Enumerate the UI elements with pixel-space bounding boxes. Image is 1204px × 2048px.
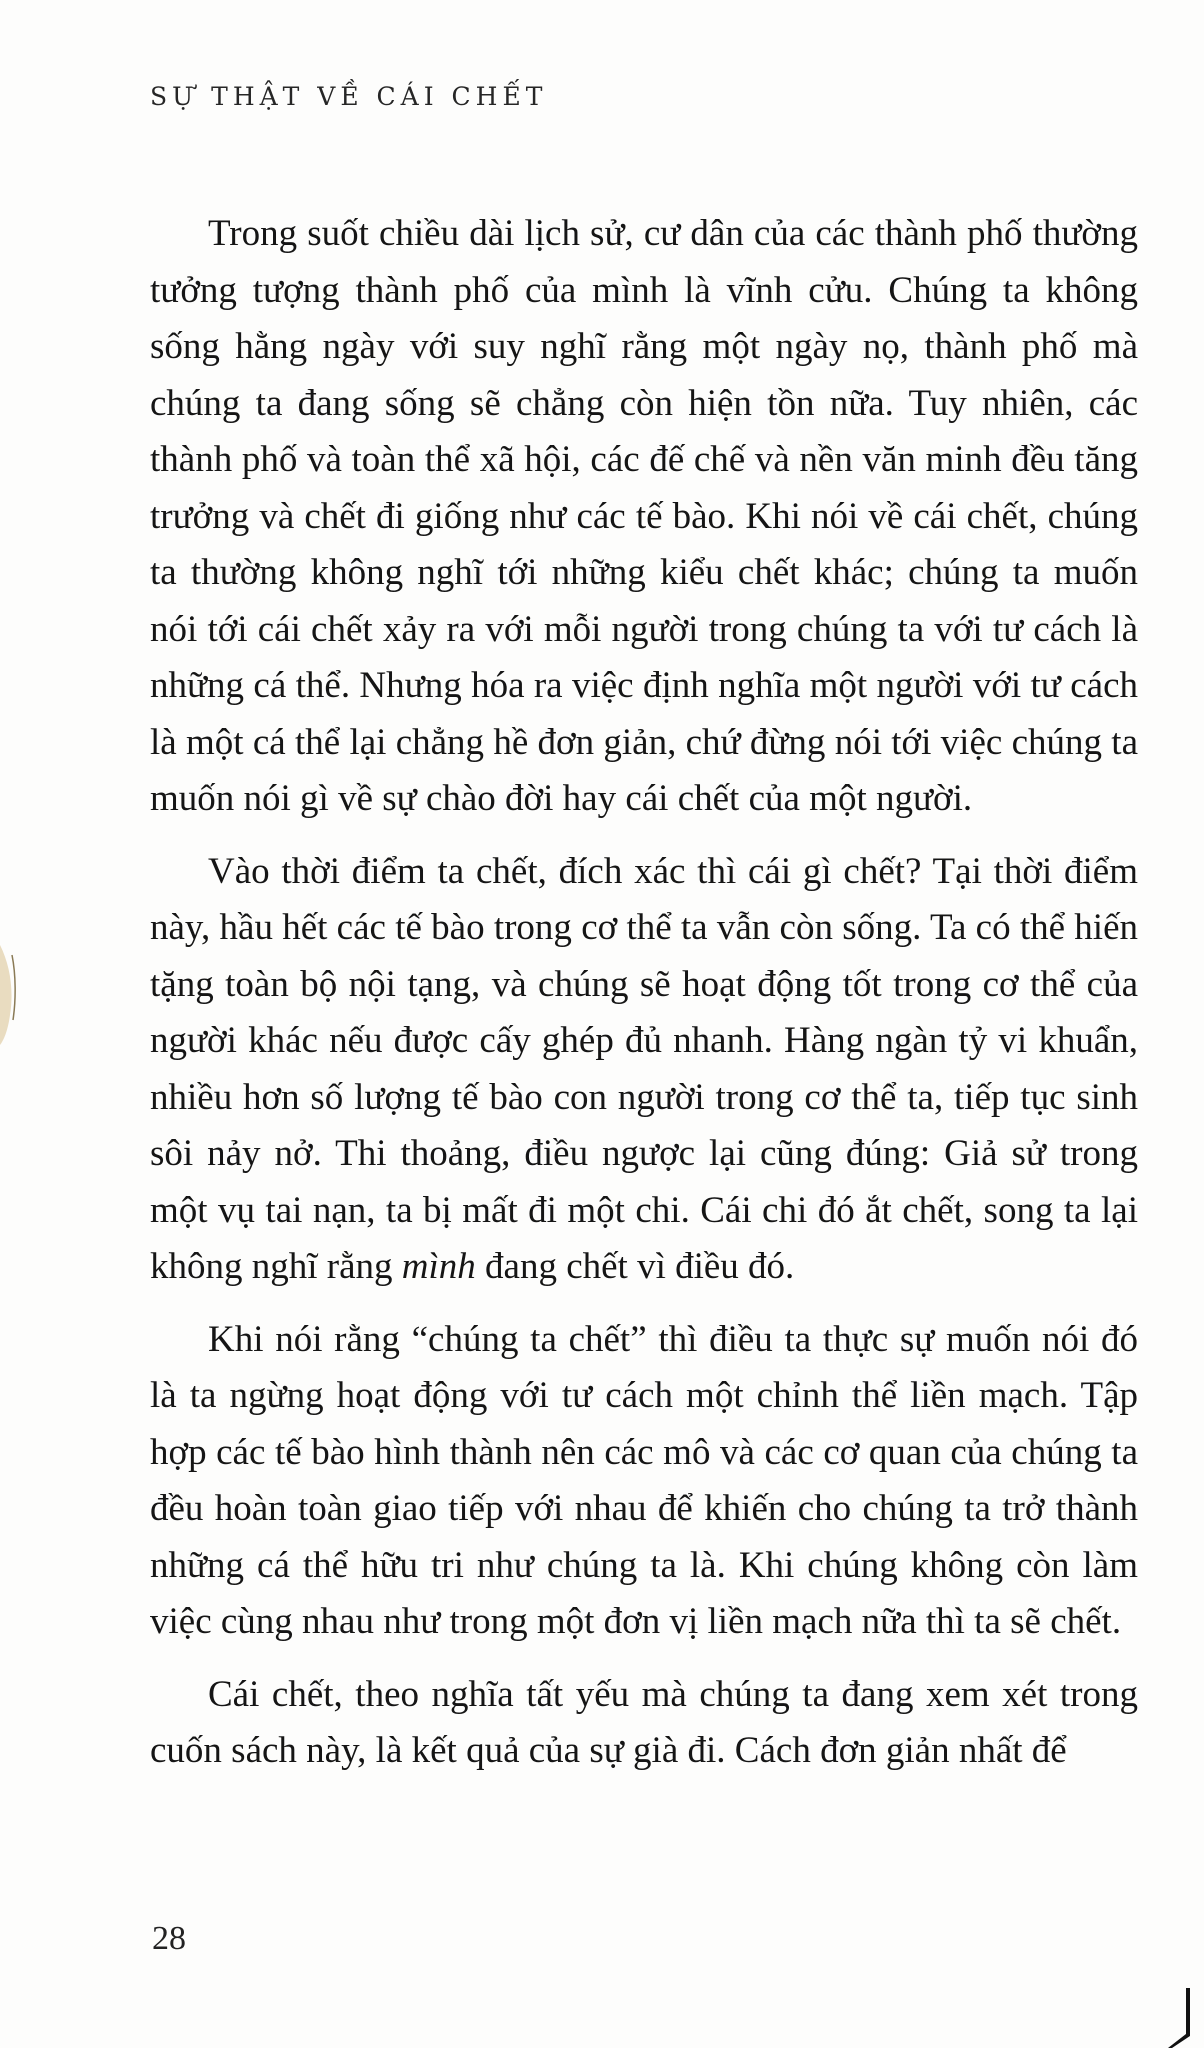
- page-edge-shadow-icon: [0, 945, 18, 1045]
- paragraph-2-italic-word: mình: [401, 1246, 476, 1287]
- paragraph-2-text-after-italic: đang chết vì điều đó.: [475, 1246, 795, 1287]
- page-corner-shadow-icon: [1164, 1988, 1204, 2048]
- running-head: SỰ THẬT VỀ CÁI CHẾT: [150, 82, 548, 111]
- paragraph-3: Khi nói rằng “chúng ta chết” thì điều ta thực sự muốn nói đó là ta ngừng hoạt động với tư cách một chỉnh thể liền mạch. Tập hợp các tế bào hình thành nên các mô và các cơ quan của chúng ta đều hoàn toàn giao tiếp với nhau để khiến cho chúng ta trở thành những cá thể hữu tri như chúng ta là. Khi chúng không còn làm việc cùng nhau như trong một đơn vị liền mạch nữa thì ta sẽ chết.: [150, 1318, 1138, 1642]
- page-number: 28: [152, 1920, 186, 1957]
- body-text: [150, 206, 1138, 1780]
- paragraph-2-text-before-italic: Vào thời điểm ta chết, đích xác thì cái gì chết? Tại thời điểm này, hầu hết các tế bào trong cơ thể ta vẫn còn sống. Ta có thể hiến tặng toàn bộ nội tạng, và chúng sẽ hoạt động tốt trong cơ thể của người khác nếu được cấy ghép đủ nhanh. Hàng ngàn tỷ vi khuẩn, nhiều hơn số lượng tế bào con người trong cơ thể ta, tiếp tục sinh sôi nảy nở. Thi thoảng, điều ngược lại cũng đúng: Giả sử trong một vụ tai nạn, ta bị mất đi một chi. Cái chi đó ắt chết, song ta lại không nghĩ rằng: [150, 850, 1138, 1287]
- paragraph-2: [150, 844, 1138, 1296]
- paragraph-1: Trong suốt chiều dài lịch sử, cư dân của các thành phố thường tưởng tượng thành phố của mình là vĩnh cửu. Chúng ta không sống hằng ngày với suy nghĩ rằng một ngày nọ, thành phố mà chúng ta đang sống sẽ chẳng còn hiện tồn nữa. Tuy nhiên, các thành phố và toàn thể xã hội, các đế chế và nền văn minh đều tăng trưởng và chết đi giống như các tế bào. Khi nói về cái chết, chúng ta thường không nghĩ tới những kiểu chết khác; chúng ta muốn nói tới cái chết xảy ra với mỗi người trong chúng ta với tư cách là những cá thể. Nhưng hóa ra việc định nghĩa một người với tư cách là một cá thể lại chẳng hề đơn giản, chứ đừng nói tới việc chúng ta muốn nói gì về sự chào đời hay cái chết của một người.: [150, 213, 1138, 819]
- paragraph-4: Cái chết, theo nghĩa tất yếu mà chúng ta đang xem xét trong cuốn sách này, là kết quả của sự già đi. Cách đơn giản nhất để: [150, 1673, 1138, 1771]
